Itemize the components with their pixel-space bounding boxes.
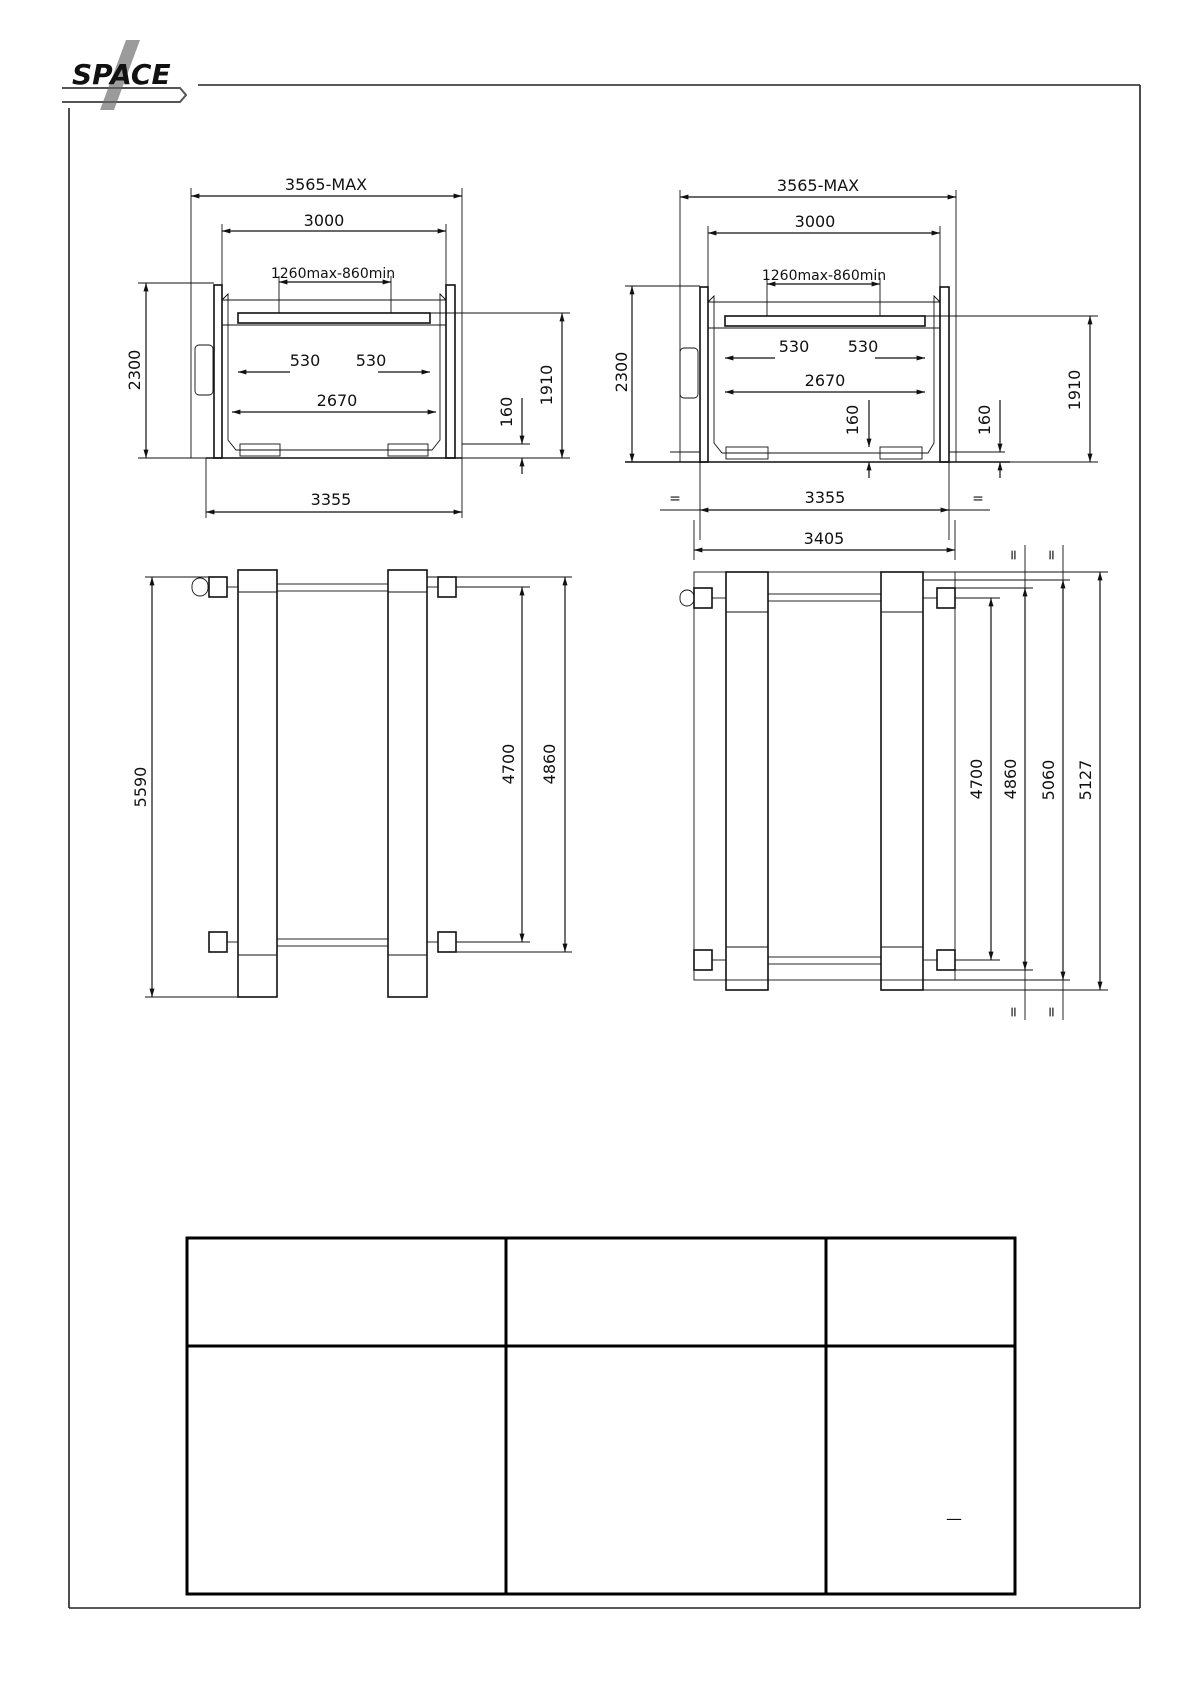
title-block xyxy=(187,1238,1015,1594)
title-block-mark: — xyxy=(946,1509,962,1528)
dimension-width-right xyxy=(708,212,940,302)
label-width: 3000 xyxy=(303,211,345,230)
label-height: 2300 xyxy=(125,349,144,391)
dimension-height-right xyxy=(612,286,700,462)
motor-unit xyxy=(680,590,694,606)
lift-structure-plan-left xyxy=(192,570,456,997)
label-max-width: 3565-MAX xyxy=(776,176,860,195)
dimension-outer-length-right xyxy=(923,580,1070,980)
dimension-offsets-left xyxy=(238,351,430,372)
label-lift-height: 1910 xyxy=(537,364,556,406)
motor-unit xyxy=(192,578,208,596)
label-left-offset: 530 xyxy=(289,351,321,370)
eq-mark: = xyxy=(1044,1006,1060,1018)
label-base-width: 3355 xyxy=(310,490,352,509)
label-inner-length: 4700 xyxy=(499,743,518,785)
eq-mark: = xyxy=(1006,1006,1022,1018)
dimension-inner-width-left xyxy=(232,391,436,412)
dimension-width-left xyxy=(222,211,446,300)
dimension-arm-range-right xyxy=(762,268,886,316)
logo-text: SPACE xyxy=(72,58,171,91)
dimension-height-left xyxy=(125,283,214,458)
label-right-offset: 530 xyxy=(355,351,387,370)
lift-structure-plan-right xyxy=(680,572,955,990)
label-mid-length: 4860 xyxy=(540,743,559,785)
front-view-left xyxy=(125,175,570,518)
dimension-low-height-right-b xyxy=(975,400,1000,478)
front-view-right xyxy=(612,176,1098,560)
dimension-inner-length-right xyxy=(955,598,1000,960)
dimension-inner-length-left xyxy=(456,587,530,942)
label-total-width: 3405 xyxy=(803,529,845,548)
label-right-offset: 530 xyxy=(847,337,879,356)
label-low-height: 160 xyxy=(497,396,516,428)
label-height: 2300 xyxy=(612,351,631,393)
dimension-base-width-left xyxy=(206,458,462,518)
label-arm-range: 1260max-860min xyxy=(270,266,396,282)
dimension-low-height-right-a xyxy=(843,400,869,478)
label-inner-width: 2670 xyxy=(316,391,358,410)
space-logo xyxy=(62,40,186,110)
dimension-inner-width-right xyxy=(725,371,925,392)
label-low-height-b: 160 xyxy=(975,404,994,436)
dimension-lift-height-left xyxy=(430,313,570,458)
label-inner-width: 2670 xyxy=(804,371,846,390)
label-base-width: 3355 xyxy=(804,488,846,507)
dimension-total-width-right xyxy=(694,520,955,560)
label-outer-length: 5060 xyxy=(1039,759,1058,801)
label-left-offset: 530 xyxy=(778,337,810,356)
label-mid-length: 4860 xyxy=(1001,758,1020,800)
label-max-width: 3565-MAX xyxy=(284,175,368,194)
label-arm-range: 1260max-860min xyxy=(761,268,887,284)
dimension-offsets-right xyxy=(725,337,925,358)
dimension-lift-height-right xyxy=(925,316,1098,462)
dimension-low-height-left xyxy=(462,397,530,474)
label-lift-height: 1910 xyxy=(1065,369,1084,411)
motor-unit xyxy=(195,345,213,395)
eq-mark: = xyxy=(1044,549,1060,561)
eq-mark: = xyxy=(1006,549,1022,561)
plan-view-right xyxy=(680,545,1108,1020)
plan-view-left xyxy=(131,570,572,997)
label-inner-length: 4700 xyxy=(967,758,986,800)
dimension-arm-range-left xyxy=(271,266,395,313)
dimension-length-left xyxy=(131,577,238,997)
label-low-height-a: 160 xyxy=(843,404,862,436)
sheet-frame xyxy=(69,85,1140,1608)
label-length: 5590 xyxy=(131,766,150,808)
eq-mark-right: = xyxy=(972,491,984,507)
motor-unit xyxy=(680,348,698,398)
eq-mark-left: = xyxy=(669,491,681,507)
label-total-length: 5127 xyxy=(1076,759,1095,801)
label-width: 3000 xyxy=(794,212,836,231)
